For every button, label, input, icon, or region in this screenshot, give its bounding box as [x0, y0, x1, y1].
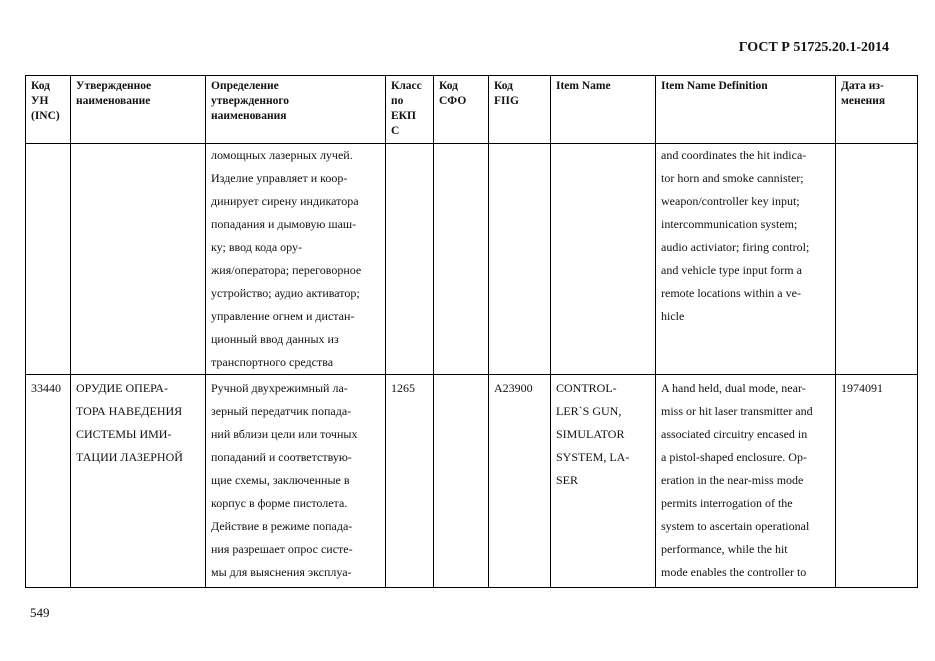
cell-item-definition: and coordinates the hit indica- tor horn and smoke cannister; weapon/controller key input; intercommunication system; audio activiator; firing control; and vehicle type input form a remote locations within a ve- hicle	[656, 144, 836, 375]
cell-item-definition: A hand held, dual mode, near- miss or hit laser transmitter and associated circuitry encased in a pistol-shaped enclosure. Op- eration in the near-miss mode permits interrogation of the system to ascertain operational performance, while the hit mode enables the controller to	[656, 375, 836, 588]
cell-fiig: A23900	[489, 375, 551, 588]
header-change-date: Дата из- менения	[836, 76, 918, 144]
cell-fiig	[489, 144, 551, 375]
cell-date: 1974091	[836, 375, 918, 588]
header-definition: Определение утвержденного наименования	[206, 76, 386, 144]
header-class: Класс по ЕКП С	[386, 76, 434, 144]
cell-class: 1265	[386, 375, 434, 588]
page-number: 549	[30, 605, 50, 620]
header-approved-name: Утвержденное наименование	[71, 76, 206, 144]
header-row	[26, 76, 918, 144]
cell-definition: ломощных лазерных лучей. Изделие управляет и коор- динирует сирену индикатора попадания и дымовую шаш- ку; ввод кода ору- жия/оператора; переговорное устройство; аудио активатор; управление огнем и дистан- ционный ввод данных из транспортного средства	[206, 144, 386, 375]
cell-item-name: CONTROL- LER`S GUN, SIMULATOR SYSTEM, LA- SER	[551, 375, 656, 588]
header-item-name-definition: Item Name Definition	[656, 76, 836, 144]
cell-sfo	[434, 375, 489, 588]
cell-sfo	[434, 144, 489, 375]
table-row	[26, 375, 918, 588]
cell-class	[386, 144, 434, 375]
cell-definition: Ручной двухрежимный ла- зерный передатчик попада- ний вблизи цели или точных попаданий и соответствую- щие схемы, заключенные в корпус в форме пистолета. Действие в режиме попада- ния разрешает опрос систе- мы для выяснения эксплуа-	[206, 375, 386, 588]
header-fiig: Код FIIG	[489, 76, 551, 144]
cell-item-name	[551, 144, 656, 375]
header-inc: Код УН (INC)	[26, 76, 71, 144]
table-row	[26, 144, 918, 375]
cell-approved-name: ОРУДИЕ ОПЕРА- ТОРА НАВЕДЕНИЯ СИСТЕМЫ ИМИ- ТАЦИИ ЛАЗЕРНОЙ	[71, 375, 206, 588]
header-sfo: Код СФО	[434, 76, 489, 144]
cell-inc: 33440	[26, 375, 71, 588]
cell-inc	[26, 144, 71, 375]
cell-approved-name	[71, 144, 206, 375]
document-title: ГОСТ Р 51725.20.1-2014	[738, 40, 889, 55]
header-item-name: Item Name	[551, 76, 656, 144]
catalog-table	[25, 75, 918, 588]
cell-date	[836, 144, 918, 375]
